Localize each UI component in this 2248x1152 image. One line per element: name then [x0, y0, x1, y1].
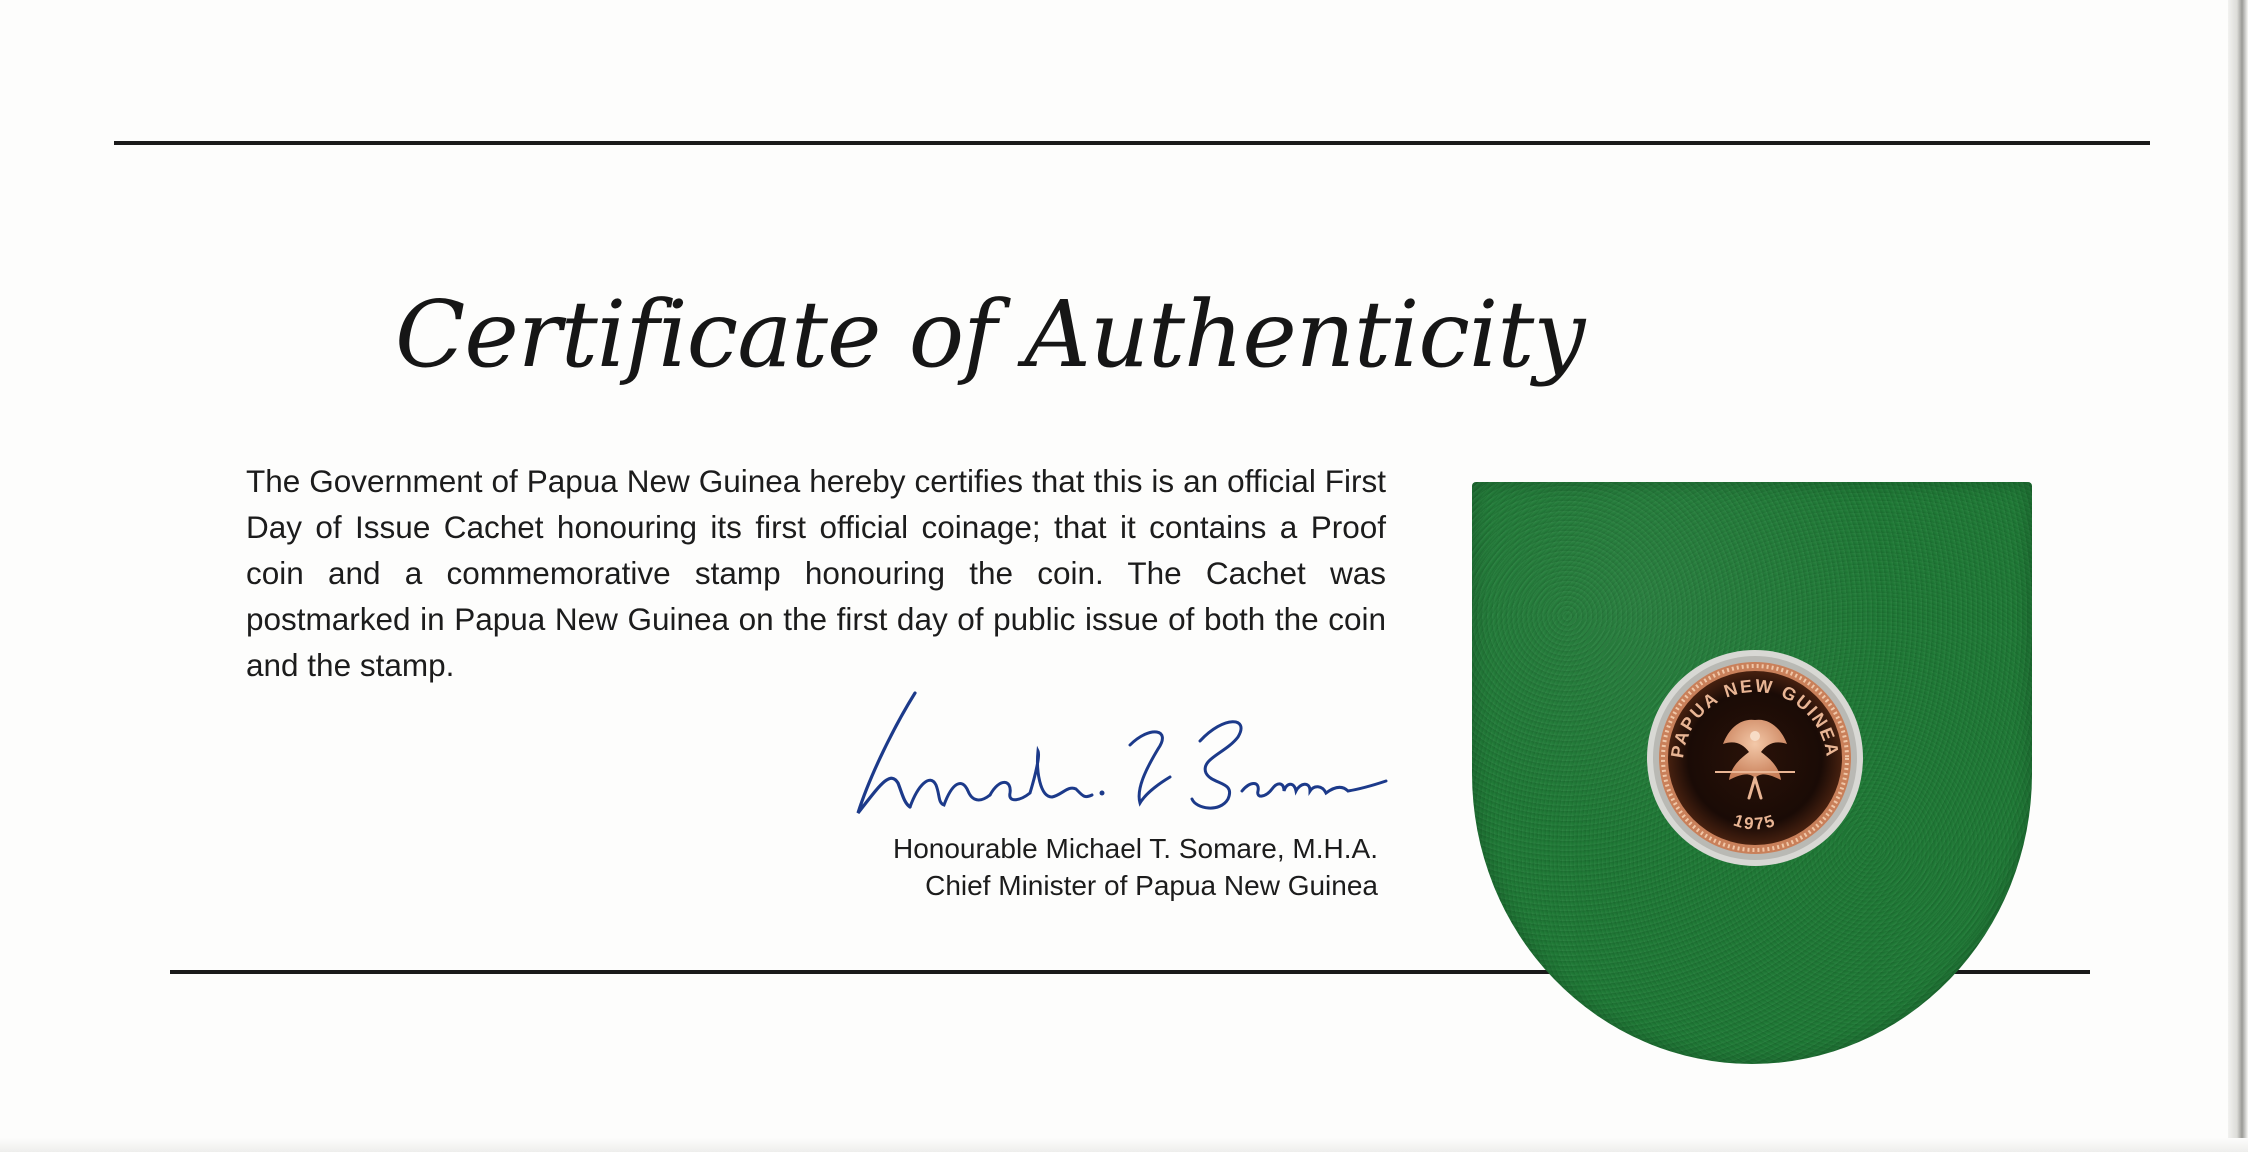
- signer-block: [893, 830, 1378, 904]
- certificate-body: The Government of Papua New Guinea hereby certifies that this is an official First Day of Issue Cachet honouring its first official coinage; that it contains a Proof coin and a commemorative stamp honouring the coin. The Cachet was postmarked in Papua New Guinea on the first day of public issue of both the coin and the stamp.: [246, 463, 1386, 683]
- signature: [840, 685, 1390, 825]
- signer-title: Chief Minister of Papua New Guinea: [925, 870, 1378, 901]
- top-rule: [114, 141, 2150, 145]
- scan-edge: [2228, 0, 2248, 1152]
- certificate-title: Certificate of Authenticity: [395, 281, 1585, 388]
- coin-year: 1975: [1731, 810, 1779, 834]
- coin-legend: PAPUA NEW GUINEA: [1667, 675, 1843, 760]
- signer-name: Honourable Michael T. Somare, M.H.A.: [892, 833, 1378, 864]
- scan-bottom-edge: [0, 1138, 2248, 1152]
- proof-coin: [1645, 648, 1865, 868]
